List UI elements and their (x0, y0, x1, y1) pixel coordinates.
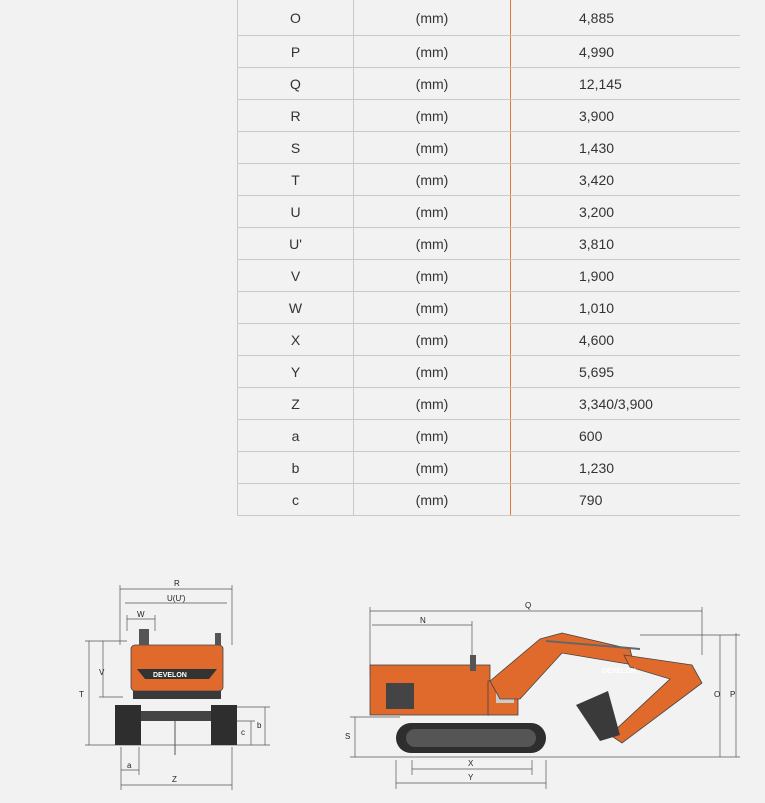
spec-code: W (238, 292, 354, 324)
spec-value: 3,340/3,900 (511, 388, 741, 420)
side-label-x: X (468, 759, 474, 768)
spec-code: S (238, 132, 354, 164)
spec-row (238, 196, 741, 228)
spec-value: 600 (511, 420, 741, 452)
spec-unit: (mm) (354, 196, 511, 228)
spec-code: X (238, 324, 354, 356)
spec-code: T (238, 164, 354, 196)
spec-value: 3,900 (511, 100, 741, 132)
spec-row (238, 260, 741, 292)
spec-code: U (238, 196, 354, 228)
front-label-w: W (137, 610, 145, 619)
side-brand-logo: DEVELON (602, 668, 636, 675)
front-machine (115, 629, 237, 755)
spec-code: Q (238, 68, 354, 100)
spec-value: 3,200 (511, 196, 741, 228)
spec-value: 4,600 (511, 324, 741, 356)
spec-unit: (mm) (354, 68, 511, 100)
side-view-drawing (340, 595, 750, 793)
front-label-r: R (174, 579, 180, 588)
spec-code: O (238, 0, 354, 36)
spec-unit: (mm) (354, 420, 511, 452)
spec-code: c (238, 484, 354, 516)
spec-row (238, 132, 741, 164)
spec-row (238, 36, 741, 68)
spec-row (238, 164, 741, 196)
spec-code: Y (238, 356, 354, 388)
spec-row (238, 228, 741, 260)
spec-unit: (mm) (354, 132, 511, 164)
spec-row (238, 356, 741, 388)
spec-unit: (mm) (354, 260, 511, 292)
spec-unit: (mm) (354, 356, 511, 388)
spec-unit: (mm) (354, 228, 511, 260)
spec-value: 5,695 (511, 356, 741, 388)
spec-value: 1,430 (511, 132, 741, 164)
spec-table (237, 0, 740, 516)
side-machine (370, 633, 702, 753)
front-label-z: Z (172, 775, 177, 784)
spec-unit: (mm) (354, 484, 511, 516)
spec-unit: (mm) (354, 100, 511, 132)
spec-value: 3,810 (511, 228, 741, 260)
spec-value: 1,900 (511, 260, 741, 292)
spec-value: 4,885 (511, 0, 741, 36)
spec-row (238, 484, 741, 516)
spec-unit: (mm) (354, 452, 511, 484)
front-label-t: T (79, 690, 84, 699)
side-label-q: Q (525, 601, 532, 610)
spec-code: V (238, 260, 354, 292)
spec-row (238, 388, 741, 420)
spec-row (238, 68, 741, 100)
spec-unit: (mm) (354, 164, 511, 196)
spec-unit: (mm) (354, 36, 511, 68)
spec-value: 3,420 (511, 164, 741, 196)
side-label-y: Y (468, 773, 474, 782)
side-label-o: O (714, 690, 721, 699)
spec-unit: (mm) (354, 0, 511, 36)
spec-value: 1,010 (511, 292, 741, 324)
spec-row (238, 0, 741, 36)
spec-value: 12,145 (511, 68, 741, 100)
front-label-u: U(U') (167, 594, 186, 603)
front-label-c: c (241, 728, 245, 737)
spec-code: a (238, 420, 354, 452)
spec-row (238, 324, 741, 356)
front-brand-logo: DEVELON (153, 672, 187, 679)
side-label-p: P (730, 690, 736, 699)
front-label-a: a (127, 761, 132, 770)
spec-code: R (238, 100, 354, 132)
spec-unit: (mm) (354, 292, 511, 324)
spec-code: b (238, 452, 354, 484)
spec-code: U' (238, 228, 354, 260)
side-label-s: S (345, 732, 351, 741)
front-label-b: b (257, 721, 262, 730)
front-view-drawing (75, 575, 285, 795)
spec-code: P (238, 36, 354, 68)
spec-row (238, 420, 741, 452)
spec-table-body (238, 0, 741, 516)
front-label-v: V (99, 668, 105, 677)
spec-code: Z (238, 388, 354, 420)
spec-row (238, 452, 741, 484)
spec-unit: (mm) (354, 324, 511, 356)
side-label-n: N (420, 616, 426, 625)
spec-value: 4,990 (511, 36, 741, 68)
spec-value: 1,230 (511, 452, 741, 484)
spec-unit: (mm) (354, 388, 511, 420)
spec-value: 790 (511, 484, 741, 516)
spec-row (238, 292, 741, 324)
spec-row (238, 100, 741, 132)
